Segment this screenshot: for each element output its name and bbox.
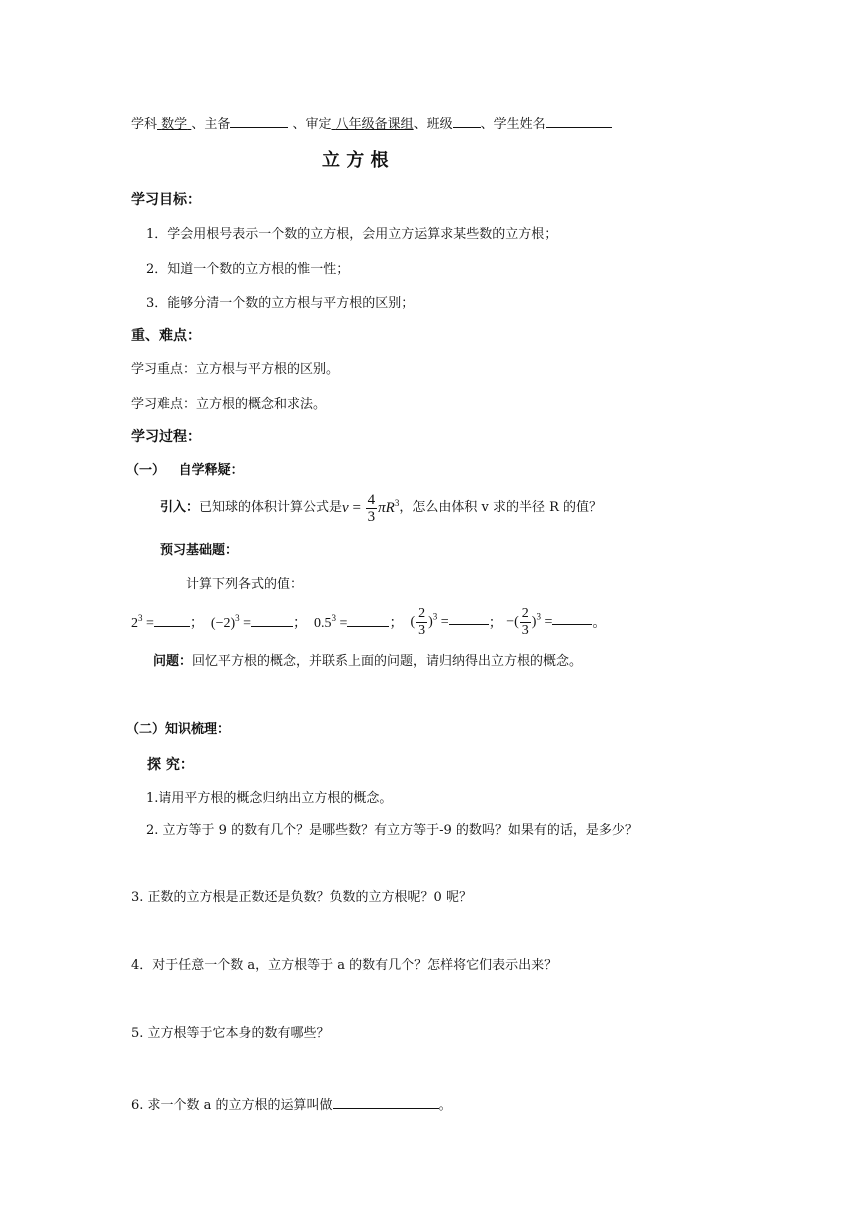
objective-item: 3．能够分清一个数的立方根与平方根的区别； <box>146 296 415 311</box>
explore-heading: 探 究： <box>147 757 194 773</box>
student-label: 、学生姓名 <box>480 117 546 132</box>
class-blank <box>453 114 481 128</box>
expr-4: ( $\frac{2}{3}$ )$^3$ = <box>410 606 488 639</box>
process-heading: 学习过程： <box>131 429 201 445</box>
intro-label: 引入： <box>160 500 200 515</box>
part2-heading: （二）知识梳理： <box>126 722 231 737</box>
expr-1: $2^3$ = <box>131 613 190 632</box>
intro-line <box>160 488 602 528</box>
answer-blank <box>333 1095 439 1109</box>
question-label: 问题： <box>153 654 193 669</box>
subject-value: 数学 <box>161 117 188 132</box>
keypoints-heading: 重、难点： <box>131 328 201 344</box>
calc-prompt: 计算下列各式的值： <box>186 577 304 592</box>
objective-item: 2．知道一个数的立方根的惟一性； <box>146 262 350 277</box>
focus-text: 学习重点：立方根与平方根的区别。 <box>131 362 340 377</box>
student-blank <box>546 114 612 128</box>
lead-label: 、主备 <box>191 117 231 132</box>
difficulty-text: 学习难点：立方根的概念和求法。 <box>131 397 327 412</box>
objective-item: 1．学会用根号表示一个数的立方根，会用立方运算求某些数的立方根； <box>146 227 558 242</box>
header-line <box>131 114 612 134</box>
review-value: 八年级备课组 <box>335 117 414 132</box>
question-line <box>153 653 582 671</box>
part1-heading: （一） 自学释疑： <box>126 463 244 478</box>
expr-5: −( $\frac{2}{3}$ )$^3$ = <box>506 606 592 639</box>
preview-heading: 预习基础题： <box>160 543 239 558</box>
explore-item: 1.请用平方根的概念归纳出立方根的概念。 <box>146 791 393 806</box>
subject-label: 学科 <box>131 117 158 132</box>
volume-formula: v = $\frac{4}{3}$ $\pi R^3$ <box>342 491 400 525</box>
explore-item: 3. 正数的立方根是正数还是负数？负数的立方根呢？0 呢？ <box>131 890 472 905</box>
explore-item: 4．对于任意一个数 a，立方根等于 a 的数有几个？怎样将它们表示出来？ <box>131 958 558 973</box>
review-label: 、审定 <box>292 117 332 132</box>
intro-before: 已知球的体积计算公式是 <box>199 500 343 515</box>
explore-item: 2. 立方等于 9 的数有几个？是哪些数？有立方等于-9 的数吗？如果有的话，是多少？ <box>146 823 638 838</box>
expressions-row: $2^3$ = ； $(-2)^3$ = ； $0.5^3$ = ； ( $\frac{2}{3}$ )$^3$ = ； −( $\frac{2}{3}$ )$^3$ = 。 <box>131 605 607 638</box>
lead-blank <box>230 114 288 128</box>
question-text: 回忆平方根的概念，并联系上面的问题，请归纳得出立方根的概念。 <box>192 654 583 669</box>
explore-item: 5. 立方根等于它本身的数有哪些？ <box>131 1026 330 1041</box>
class-label: 、班级 <box>413 117 453 132</box>
expr-3: $0.5^3$ = <box>314 613 389 632</box>
explore-item-6: 6. 求一个数 a 的立方根的运算叫做 。 <box>131 1095 452 1115</box>
intro-after: ，怎么由体积 v 求的半径 R 的值？ <box>399 500 603 515</box>
expr-2: $(-2)^3$ = <box>211 613 293 632</box>
objectives-heading: 学习目标： <box>131 192 201 208</box>
page-title: 立 方 根 <box>322 150 389 171</box>
